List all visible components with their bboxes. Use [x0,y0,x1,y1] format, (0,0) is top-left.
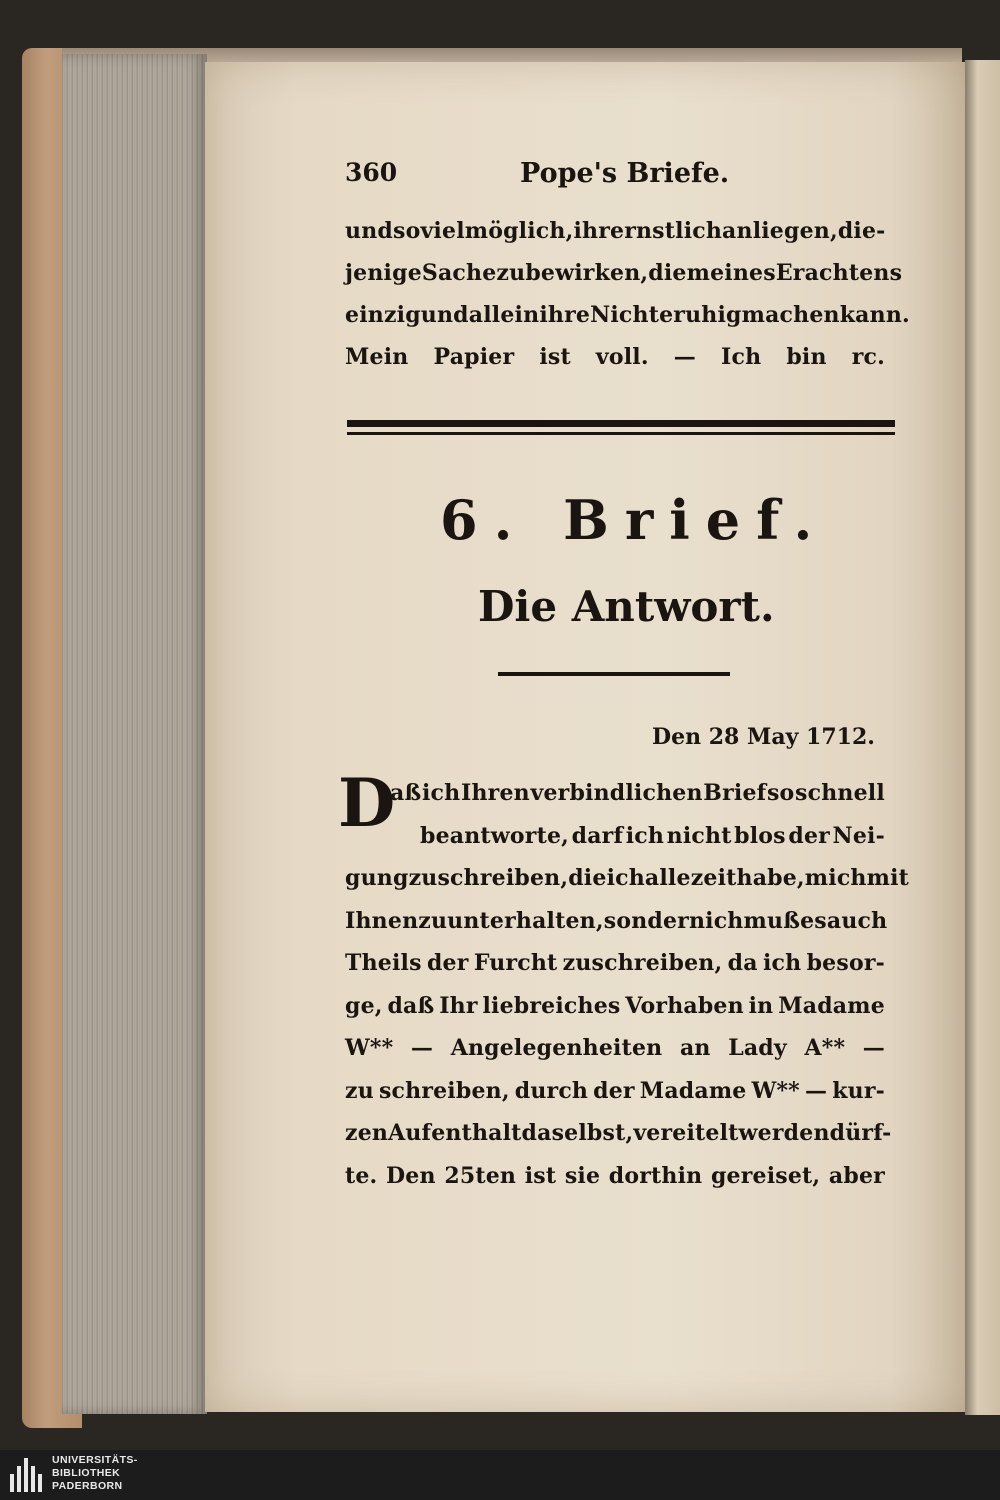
word: dorthin [608,1162,703,1189]
letter-heading: 6. Brief. [440,488,829,552]
word: — [673,344,696,370]
word: Ihnen [345,907,419,934]
word: — [410,1035,434,1061]
word: so [766,780,795,806]
word: Vorhaben [625,992,744,1019]
word: blos [734,822,786,849]
word: so [392,218,421,244]
word: ist [524,1162,557,1189]
word: ist [539,344,571,370]
word: an [679,1035,711,1061]
word: es [800,907,827,934]
text-line [345,950,885,976]
word: zu [418,907,448,934]
word: Madame [778,992,885,1019]
word: mich [804,865,867,891]
word: daselbst, [521,1120,634,1146]
word: zuschreiben, [408,865,569,891]
word: Madame [639,1077,747,1104]
word: zuschreiben, [562,950,723,976]
text-line [345,218,885,244]
text-line [345,993,885,1019]
word: in [748,992,774,1019]
word: der [593,1077,635,1104]
word: der [788,822,830,849]
text-line [420,823,885,849]
page-number: 360 [345,158,398,187]
section-rule-thin [347,432,895,435]
word: Erachtens [775,260,903,286]
text-line [345,260,903,286]
word: ihr [573,218,610,244]
word: ge, [345,992,383,1019]
word: da [727,950,758,976]
word: zu [496,260,526,286]
word: kur- [832,1077,885,1104]
dateline: Den 28 May 1712. [652,724,875,750]
word: kann. [839,302,910,328]
word: machen [741,302,840,328]
word: — [804,1077,828,1104]
word: sie [564,1162,601,1189]
word: sondern [603,907,706,934]
text-line [345,344,885,370]
word: ich [422,780,461,806]
word: besor- [806,950,885,976]
running-head [345,158,735,198]
text-line [345,907,888,934]
word: habe, [736,865,805,891]
letter-subheading: Die Antwort. [478,582,775,631]
word: auch [826,907,888,934]
word: schnell [795,780,885,806]
word: beantworte, [420,822,570,849]
word: bin [786,344,827,370]
word: Angelegenheiten [450,1035,663,1061]
word: zu [345,1077,374,1104]
word: und [420,302,469,328]
running-title: Pope's Briefe. [520,158,730,189]
word: ruhig [673,302,742,328]
word: werden [738,1120,830,1146]
facing-page-edge [965,60,1000,1415]
word: 25ten [444,1162,517,1189]
word: Sache [421,260,497,286]
word: Ihren [460,780,530,806]
word: ich [705,907,744,934]
word: Ich [720,344,762,370]
word: verbindlichen [530,780,703,806]
word: aber [828,1162,885,1189]
library-logo-icon [8,1458,48,1492]
word: schreiben, [378,1077,510,1104]
word: A** [804,1035,846,1061]
word: allezeit [644,865,737,891]
word: Ihr [439,992,478,1019]
word: ernstlich [610,218,723,244]
word: te. [345,1162,378,1189]
word: bewirken, [525,260,649,286]
word: möglich, [464,218,574,244]
word: und [345,218,393,244]
text-line [345,1120,892,1146]
text-line [345,1035,885,1061]
word: die- [837,218,886,244]
word: unterhalten, [447,907,604,934]
word: die [568,865,607,891]
word: Brief [703,780,767,806]
word: dürf- [829,1120,892,1146]
word: gung [345,865,409,891]
word: voll. [595,344,649,370]
word: Den [386,1162,436,1189]
word: die [648,260,687,286]
word: — [862,1035,885,1061]
word: Theils [345,950,422,976]
drop-cap: D [338,764,396,842]
word: muß [743,907,801,934]
word: ich [762,950,802,976]
word: ihre [539,302,591,328]
word: einzig [345,302,421,328]
word: W** [345,1035,394,1061]
word: Papier [433,344,515,370]
word: gereiset, [710,1162,821,1189]
word: durch [514,1077,589,1104]
word: meines [686,260,776,286]
word: rc. [851,344,885,370]
section-rule-thick [347,420,895,427]
page-block-edges [62,54,207,1414]
word: Aufenthalt [388,1120,522,1146]
library-name-line3: PADERBORN [52,1480,123,1492]
word: daß [387,992,435,1019]
word: ich [606,865,645,891]
word: Furcht [473,950,558,976]
library-name-line1: UNIVERSITÄTS- [52,1454,138,1466]
text-line [345,865,910,891]
word: liebreiches [482,992,621,1019]
word: jenige [345,260,422,286]
heading-rule [498,672,730,676]
library-name-line2: BIBLIOTHEK [52,1467,121,1479]
word: Mein [345,344,409,370]
text-line [345,1078,885,1104]
text-line [390,780,885,806]
word: anliegen, [722,218,838,244]
word: ich [625,822,665,849]
word: Lady [728,1035,787,1061]
library-name [52,1454,138,1493]
text-line [345,1163,885,1189]
footer-bar [0,1450,1000,1500]
word: Nichte [590,302,674,328]
word: darf [571,822,624,849]
word: nicht [666,822,732,849]
word: mit [866,865,910,891]
word: W** [751,1077,800,1104]
word: allein [468,302,540,328]
text-line [345,302,910,328]
word: Nei- [832,822,885,849]
word: vereitelt [633,1120,739,1146]
word: zen [345,1120,389,1146]
word: aß [390,780,422,806]
word: der [426,950,469,976]
word: viel [420,218,465,244]
